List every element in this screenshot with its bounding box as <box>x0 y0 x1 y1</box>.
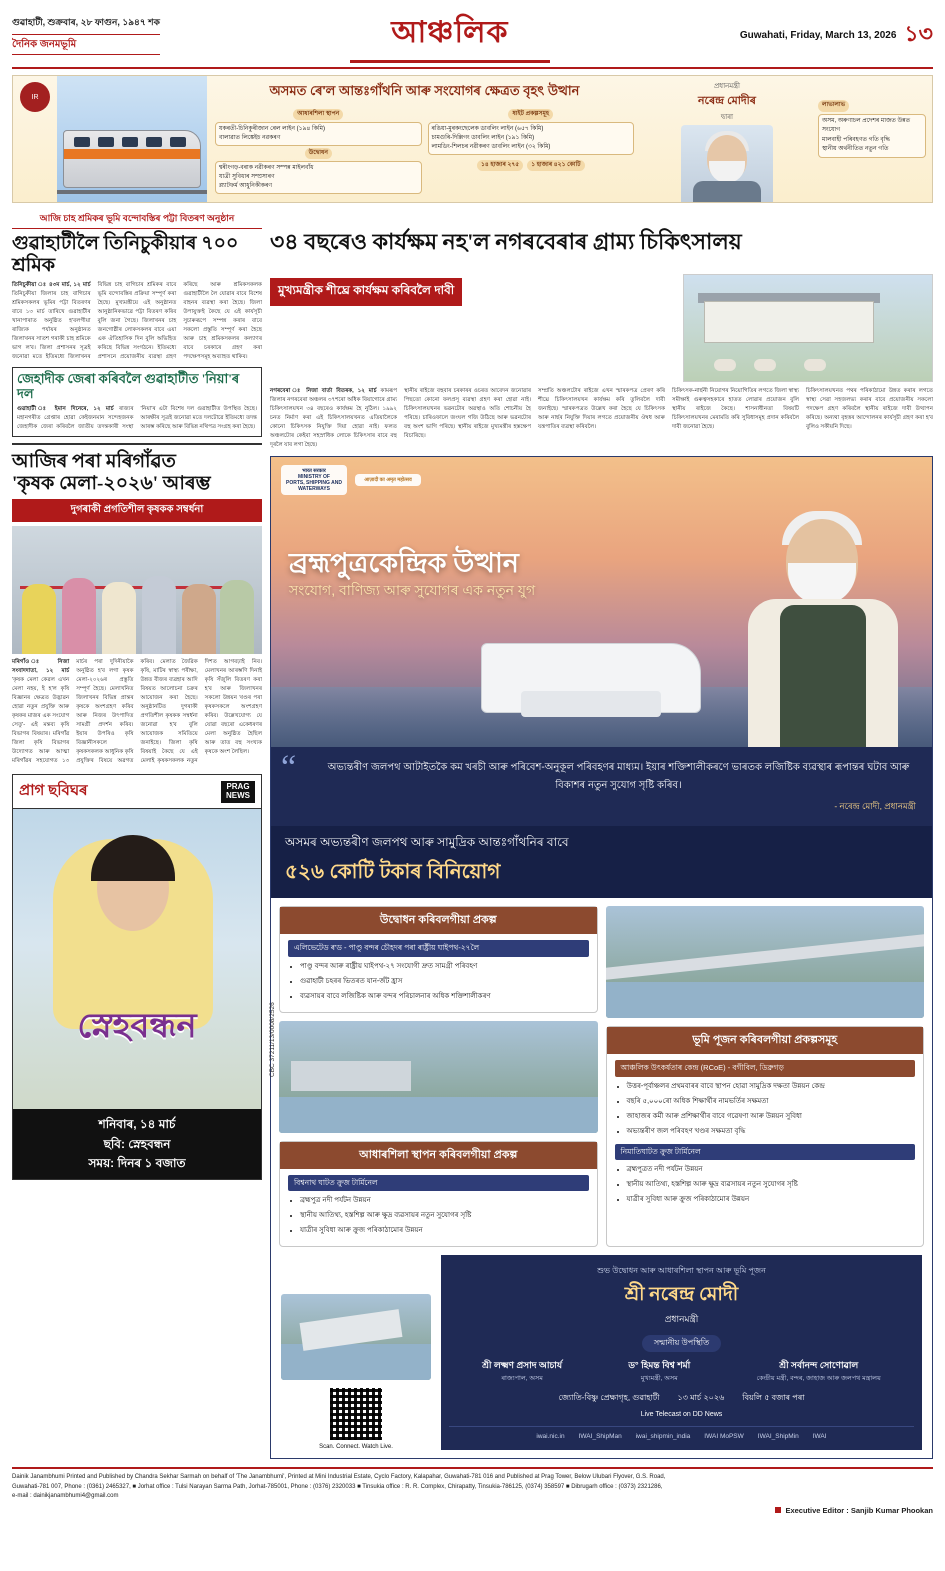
card-foundation-bullets <box>288 1195 589 1237</box>
meta-time: বিয়লি ৫ বজাৰ পৰা <box>742 1393 805 1403</box>
card-foundation-title: আধাৰশিলা স্থাপন কৰিবলগীয়া প্ৰকল্প <box>280 1142 597 1169</box>
mela-photo <box>12 526 262 654</box>
masthead-center <box>160 8 740 63</box>
footer-line-3: e-mail : dainikjanambhumi4@gmail.com <box>12 1493 119 1500</box>
rail-col1-item: যকৰতী-চিনিকুৰীজান ৰেল লাইন (১৯৪ কিমি) <box>219 126 325 132</box>
pm-photo <box>681 125 773 203</box>
right-col-4: চিকিৎসক-নাৰ্ছনী নিয়োগৰ নিয়োগিতিৰ লগতে জিলা স্বাস্থ্য সমীক্ষাই গুৰুত্বসহকাৰে হাতত লোৱাৰ প্ৰয়োজন বুলি স্থানীয় ৰাইজে কৈছে। শাসনাধীনতা বিষয়টি চিকিৎসালয়খনৰ মেৰামতি কৰি সুবিধাসমূহ প্ৰদান কৰিবলৈ দাবী জনোৱা হৈছে। <box>672 387 799 431</box>
masthead <box>12 8 933 69</box>
gov-quote-block <box>271 747 932 826</box>
prag-badge-line2: NEWS <box>226 790 250 800</box>
bullet-item: • জাহাজৰ কৰ্মী আৰু প্ৰশিক্ষাৰ্থীৰ বাবে গৱেষণা আৰু উন্নয়ন সুবিধা <box>627 1111 916 1123</box>
left-dateline: তিনিচুকীয়া ঃ ৪৩ম মাৰ্চ, ১২ মাৰ্চ <box>12 281 91 288</box>
pm-label: প্ৰধানমন্ত্ৰী <box>713 83 741 90</box>
bullet-item: • গুৱাহাটী চহৰৰ ভিতৰত যান-জঁট হ্ৰাস <box>300 976 589 988</box>
bullet-item: • ব্ৰহ্মপুত্ৰ নদী পৰ্যটন উন্নয়ন <box>300 1195 589 1207</box>
page-footer <box>12 1467 933 1517</box>
mela-dateline: মৰিগাঁও ঃ নিজা সংবাদদাতা, ১২ মাৰ্চ <box>12 658 70 674</box>
port-photo-1 <box>279 1021 598 1133</box>
rail-banner-content <box>207 76 642 202</box>
investment-line-2: ৫২৬ কোটি টকাৰ বিনিয়োগ <box>285 861 501 884</box>
card-inaugurate <box>279 906 598 1012</box>
person-name: ড° হিমন্ত বিশ্ব শৰ্মা <box>628 1360 691 1371</box>
emblem-icon: IR <box>20 82 50 112</box>
right-headline: ৩৪ বছৰেও কাৰ্যক্ষম নহ'ল নগৰবেৰাৰ গ্ৰাম্য চিকিৎসালয় <box>270 229 742 255</box>
masthead-left <box>12 16 160 55</box>
rail-col4-pill: লাভালাভ <box>818 100 849 112</box>
ad-footer <box>13 1109 261 1179</box>
river-shape <box>279 1097 598 1133</box>
bullet-item: • পাণ্ডু বন্দৰ আৰু ৰাষ্ট্ৰীয় ঘাইপথ-২৭ সংযোগী দ্ৰুত সামগ্ৰী পৰিবহণ <box>300 961 589 973</box>
azadi-logo: आज़ादी का अमृत महोत्सव <box>355 474 421 486</box>
bullet-item: • যাত্ৰীৰ সুবিধা আৰু ক্ৰুজ পৰিকাঠামোৰ উন্নয়ন <box>627 1194 916 1206</box>
executive-editor-text: Executive Editor : Sanjib Kumar Phookan <box>785 1505 933 1515</box>
footer-pm-role: প্ৰধানমন্ত্ৰী <box>664 1314 699 1325</box>
rail-col2-box <box>215 161 422 194</box>
person-name: শ্ৰী সৰ্বানন্দ সোণোৱাল <box>779 1360 859 1371</box>
train-body-shape <box>63 130 201 188</box>
rail-col3-pill: ষাইট প্ৰকল্পসমূহ <box>508 109 553 120</box>
gov-project-grid <box>271 898 932 1255</box>
person-name: শ্ৰী লক্ষ্মণ প্ৰসাদ আচাৰ্য <box>482 1360 563 1371</box>
movie-title: স্নেহবন্ধন <box>77 1008 197 1046</box>
ribbon-shape <box>20 586 250 589</box>
rail-col2-item: প্ল্যাটফৰ্ম আধুনিকীকৰণ <box>219 183 273 189</box>
scan-text: Scan. Connect. Watch Live. <box>319 1444 393 1451</box>
card-inaugurate-bullets <box>288 961 589 1003</box>
bullet-item: • যাত্ৰীৰ সুবিধা আৰু ক্ৰুজ পৰিকাঠামোৰ উন্নয়ন <box>300 1225 589 1237</box>
elevated-road-photo <box>606 906 925 1018</box>
government-advertisement <box>270 456 933 1459</box>
nia-body <box>17 405 257 432</box>
rail-col1-box <box>215 122 422 146</box>
rail-col2-pill: উদ্বোধন <box>305 148 332 159</box>
person-shape <box>220 580 254 654</box>
mela-body-text: 'কৃষক মেলা কেৱল এখন মেলা নহয়, ই হ'ল কৃষি বিজ্ঞানৰ ক্ষেত্ৰত উদ্ভাৱন হোৱা নতুন প্ৰযুক্তি আৰু কৃষকৰ মাজৰ এক সংযোগ সেতু'- এই মন্তব্য কৃষি বিভাগৰ বিষয়াৰ। মৰিগাঁৱ জিলা কৃষি বিভাগৰ উদ্যোগত আৰু আত্মা মৰিগাঁৱৰ সহযোগত ১৩ মাৰ্চৰ পৰা দুদিনীয়াকৈ অনুষ্ঠিত হ'ব লগা কৃষক মেলা-২০২৬ৰ প্ৰস্তুতি সম্পূৰ্ণ হৈছে। মেলাখনিত জিলাখনৰ বিভিন্ন প্ৰান্তৰ কৃষকে অংশগ্ৰহণ কৰিব আৰু নিজৰ উৎপাদিত সামগ্ৰী প্ৰদৰ্শন কৰিব। ইয়াৰ উপৰিও কৃষি বিজ্ঞানীসকলে কৃষকসকলক আধুনিক কৃষি প্ৰযুক্তিৰ বিষয়ে অৱগত কৰিব। মেলাত জৈৱিক কৃষি, মাটিৰ স্বাস্থ্য পৰীক্ষা, উন্নত বীজৰ ব্যৱহাৰ আদি বিষয়ত আলোচনা চক্ৰৰ আয়োজন কৰা হৈছে। অনুষ্ঠানটিত দুগৰাকী প্ৰগতিশীল কৃষকক সম্বৰ্ধনা জনোৱা হ'ব বুলি আয়োজক সমিতিয়ে জনাইছে। জিলা কৃষি বিষয়াই কৈছে যে এই মেলাই কৃষকসকলক নতুন দিশত আগবঢ়াই নিব। মেলাখনৰ আৰম্ভণি দিনাই কৃষি সঁজুলি বিতৰণ কৰা হ'ব আৰু জিলাখনৰ সকলো উন্নয়ন খণ্ডৰ পৰা কৃষকসকলে অংশগ্ৰহণ কৰিব। উল্লেখযোগ্য যে যোৱা বছৰো একেধৰণৰ মেলা অনুষ্ঠিত হৈছিল আৰু তাত বহু সংখ্যক কৃষকে অংশ লৈছিল। <box>12 658 262 765</box>
nia-headline: জেহাদীক জেৰা কৰিবলৈ গুৱাহাটীত 'নিয়া'ৰ দল <box>17 371 240 402</box>
handle-facebook[interactable]: IWAI MoPSW <box>704 1433 744 1441</box>
ferry-deck-shape <box>521 691 661 717</box>
left-column <box>12 211 262 1459</box>
train-window-icon <box>98 137 114 147</box>
card-inaugurate-body <box>280 934 597 1011</box>
rail-col-foundation <box>215 107 422 194</box>
handle-instagram[interactable]: iwai_shipmin_india <box>635 1433 691 1441</box>
right-red-band: মুখ্যমন্ত্ৰীক শীঘ্ৰে কাৰ্যক্ষম কৰিবলৈ দাবী <box>270 278 462 306</box>
footer-intro: শুভ উদ্বোধন আৰু আধাৰশিলা স্থাপন আৰু ভূমি পূজন <box>597 1266 766 1276</box>
bullet-item: • স্থানীয় আতিথ্য, হস্তশিল্প আৰু ক্ষুদ্ৰ ব্যৱসায়ৰ নতুন সুযোগৰ সৃষ্টি <box>300 1210 589 1222</box>
rail-col3-item: চামগুৰি-দিল্লিগং ডাবলিং লাইন (১৯১ কিমি) <box>431 135 535 141</box>
ministry-line1: भारत सरकार <box>302 468 326 475</box>
right-col-3: সম্প্ৰতি অঞ্চলটোৰ ৰাইজে এখন স্মাৰকপত্ৰ প্ৰেৰণ কৰি শীঘ্ৰে চিকিৎসালয়খন কাৰ্যক্ষম কৰি তুলিবলৈ দাবী জনাইছে। স্মাৰকপত্ৰত উল্লেখ কৰা হৈছে যে চিকিৎসক আৰু নাৰ্ছৰ নিযুক্তি দিয়াৰ লগতে প্ৰয়োজনীয় ঔষধ আৰু যন্ত্ৰপাতিৰ ব্যৱস্থা কৰিবলৈ। <box>538 387 665 431</box>
hospital-photo <box>683 274 933 382</box>
right-column <box>270 211 933 1459</box>
rail-col4-box <box>818 114 926 158</box>
nia-body-text: ৰাজ্যৰ মহানগৰীত গ্ৰেপ্তাৰ হোৱা কেইজনমান সন্দেহজনক জেহাদীক জেৰা কৰিবলৈ জাতীয় তদন্তকাৰী সংস্থা 'নিয়া'ৰ এটা বিশেষ দল গুৱাহাটীত উপস্থিত হৈছে। আৰক্ষীৰ সূত্ৰই জনোৱা মতে দলটোৱে ইতিমধ্যে তদন্ত আৰম্ভ কৰিছে আৰু বিভিন্ন নথিপত্ৰ সংগ্ৰহ কৰা হৈছে। <box>17 405 257 431</box>
pm-name: নৰেন্দ্ৰ মোদীৰ <box>697 95 756 107</box>
footer-line-1: Dainik Janambhumi Printed and Published by Chandra Sekhar Sarmah on behalf of 'The Janambhumi', Printed at Mini Industrial Estate, Cyclo Factory, Kalapahar, Guwahati-781 016 and Published at Prag Tower, Below Ulubari Flyover, G.S. Road, <box>12 1474 666 1481</box>
gov-footer <box>441 1255 922 1450</box>
meta-venue: জ্যোতি-বিষ্ণু প্ৰেক্ষাগৃহ, গুৱাহাটী <box>558 1393 660 1403</box>
left-kicker: আজি চাহ শ্ৰমিকৰ ভূমি বন্দোবস্তিৰ পট্টা বিতৰণ অনুষ্ঠান <box>12 211 262 229</box>
person-shape <box>62 578 96 654</box>
card-foundation <box>279 1141 598 1247</box>
rail-col2-item: শ্বৰীংগড়-বৰাক নৱীকৰণ সম্পন্ন মাইলবাঁধ <box>219 165 314 171</box>
card-bhumi-body <box>607 1054 924 1215</box>
qr-code[interactable] <box>328 1386 384 1442</box>
quote-mark-icon: “ <box>281 749 297 787</box>
train-window-icon <box>146 137 162 147</box>
person-shape <box>182 584 216 654</box>
rail-badge-2: ১ হাজাৰ ৪২১ কোটি <box>527 160 584 171</box>
indian-railways-emblem <box>13 76 57 202</box>
main-content <box>12 211 933 1459</box>
ministry-line2: MINISTRY OF <box>298 474 330 481</box>
right-dateline: নগৰবেৰা ঃ নিজা বাৰ্তা বিতৰক, ১২ মাৰ্চ <box>270 387 377 394</box>
right-col-1 <box>270 387 397 450</box>
nia-box <box>12 367 262 437</box>
bullet-item: • বছৰি ৫,০০০ৰো অধিক শিক্ষাৰ্থীৰ নামভৰ্তিৰ সক্ষমতা <box>627 1096 916 1108</box>
pm-panel <box>642 76 812 202</box>
card-foundation-sub: বিশ্বনাথ ঘাটত ক্ৰুজ টাৰ্মিনেল <box>288 1175 589 1192</box>
footer-person <box>482 1358 562 1384</box>
card-inaugurate-title: উদ্বোধন কৰিবলগীয়া প্ৰকল্প <box>280 907 597 934</box>
ad-line-2: ছবি: স্নেহবন্ধন <box>103 1136 171 1151</box>
cow-shape <box>714 359 736 371</box>
gov-hero-subtitle: সংযোগ, বাণিজ্য আৰু সুযোগৰ এক নতুন যুগ <box>289 582 536 599</box>
card-bhumi-title: ভূমি পূজন কৰিবলগীয়া প্ৰকল্পসমূহ <box>607 1027 924 1054</box>
gov-hero <box>271 457 932 747</box>
pm-sub: দ্বাৰা <box>720 114 734 121</box>
cow-shape <box>754 359 776 371</box>
card-bhumi-bullets-1 <box>615 1081 916 1138</box>
person-shape <box>142 576 176 654</box>
rail-col1-pill: আধাৰশিলা স্থাপন <box>293 109 343 120</box>
elevated-road-shape <box>606 931 925 983</box>
hospital-building-shape <box>704 301 874 343</box>
bullet-item: • উত্তৰ-পূৰ্বাঞ্চলৰ প্ৰথমবাৰৰ বাবে স্থাপন হোৱা সামুদ্ৰিক দক্ষতা উন্নয়ন কেন্দ্ৰ <box>627 1081 916 1093</box>
masthead-brand: দৈনিক জনমভূমি <box>12 34 160 55</box>
movie-poster-art <box>13 809 261 1109</box>
footer-meta <box>449 1392 914 1405</box>
mela-band: দুগৰাকী প্ৰগতিশীল কৃষকক সম্বৰ্ধনা <box>12 499 262 522</box>
right-col-5: চিকিৎসালয়খনত পথৰ পৰিকাঠামো উন্নত কৰাৰ লগতে স্বাস্থ্য সেৱা সহজলভ্য কৰাৰ বাবে প্ৰয়োজনীয় সকলো পদক্ষেপ গ্ৰহণ কৰিবলৈ স্থানীয় ৰাইজে দাবী উত্থাপন কৰিছে। অন্যথা বৃহত্তৰ আন্দোলনৰ কাৰ্যসূচী গ্ৰহণ কৰা হ'ব বুলিও সকীয়নি দিছে। <box>806 387 933 431</box>
page-title: আঞ্চলিক <box>391 16 509 49</box>
masthead-date-english: Guwahati, Friday, March 13, 2026 <box>739 30 897 41</box>
masthead-right <box>740 17 933 54</box>
train-photo <box>57 76 207 202</box>
mela-body <box>12 658 262 767</box>
prag-badge-line1: PRAG <box>226 782 250 792</box>
right-col-1-text: কামৰূপ জিলাৰ নগৰবেৰা অঞ্চলৰ ৩৭শৰো অধিক বিয়াগোৰে গ্ৰাম্য চিকিৎসালয়খন ৩৪ বছৰেও কাৰ্যক্ষম হৈ নুঠিল। ১৯৯২ চনত নিৰ্মাণ কৰা এই চিকিৎসালয়খনত এতিয়ালৈকে কোনো চিকিৎসক নিযুক্তি দিয়া হোৱা নাই। ফলত অঞ্চলটোৰ কেইবা সহস্ৰাধিক লোকে চিকিৎসাৰ বাবে বহু দূৰলৈ যাব লগা হৈছে। <box>270 387 397 449</box>
pm-cut-vest-shape <box>780 605 866 747</box>
ad-line-3: সময়: দিনৰ ১ বজাত <box>88 1155 186 1170</box>
left-body-text: তিনিচুকীয়া জিলাৰ চাহ বাগিচাৰ শ্ৰমিকসকলৰ ভূমিৰ পট্টা বিতৰণৰ বাবে ১৩ মাৰ্চ তাৰিখে গুৱাহাটীৰ খানাপাৰাত অনুষ্ঠিত হ'বলগীয়া ৰাজ্যিক পৰ্যায়ৰ অনুষ্ঠানত জিলাখনৰ সাতশ গৰাকী চাহ শ্ৰমিকে ভাগ ল'ব। জিলা প্ৰশাসনৰ সূত্ৰই জনোৱা মতে ইতিমধ্যে জিলাখনৰ বিভিন্ন চাহ বাগিচাৰ শ্ৰমিকৰ বাবে ভূমি বন্দোবস্তিৰ প্ৰক্ৰিয়া সম্পূৰ্ণ কৰা হৈছে। মুখ্যমন্ত্ৰীয়ে এই অনুষ্ঠানত আনুষ্ঠানিকভাৱে পট্টা বিতৰণ কৰিব বুলি জনা গৈছে। জিলাখনৰ চাহ জনগোষ্ঠীৰ লোকসকলৰ বাবে এয়া এক ঐতিহাসিক দিন বুলি অভিহিত কৰিছে বিভিন্ন সংগঠনে। ইতিমধ্যে প্ৰশাসনে প্ৰয়োজনীয় ব্যৱস্থা গ্ৰহণ কৰিছে আৰু শ্ৰমিকসকলক গুৱাহাটীলৈ লৈ যোৱাৰ বাবে বিশেষ বাহনৰ ব্যৱস্থা কৰা হৈছে। জিলা উপায়ুক্তই কৈছে যে এই কাৰ্যসূচী সুচাৰুৰূপে সম্পন্ন কৰাৰ বাবে সকলো প্ৰস্তুতি সম্পূৰ্ণ কৰা হৈছে আৰু চাহ শ্ৰমিকসকলৰ কল্যাণৰ বাবে চৰকাৰে গ্ৰহণ কৰা পদক্ষেপসমূহ অব্যাহত থাকিব। <box>12 281 262 361</box>
pm-beard-shape <box>709 161 745 183</box>
person-role: ৰাজ্যপাল, অসম <box>501 1375 543 1383</box>
divider <box>12 443 262 445</box>
footer-presence-label: সন্মানীয় উপস্থিতি <box>642 1335 721 1352</box>
person-shape <box>22 584 56 654</box>
ministry-line3: PORTS, SHIPPING AND WATERWAYS <box>286 480 342 493</box>
rail-col-projects <box>428 107 635 194</box>
train-stripe-shape <box>64 149 200 159</box>
pm-body-shape <box>693 181 761 203</box>
rail-col3-box <box>428 122 635 155</box>
cbc-code: CBC 37211/13/0008/2526 <box>269 1002 276 1078</box>
rail-col3-item: লামডিং-শিলচৰ নৱীকৰণ ডাবলিং লাইন (৩২ কিমি) <box>431 144 551 150</box>
handle-twitter[interactable]: IWAI_ShipMan <box>578 1433 622 1441</box>
prag-cinema-ad[interactable] <box>12 774 262 1180</box>
port-jetty-shape <box>291 1061 411 1091</box>
prag-news-badge <box>221 781 255 803</box>
footer-person <box>628 1358 690 1384</box>
gov-quote-author: - নৰেন্দ্ৰ মোদী, প্ৰধানমন্ত্ৰী <box>834 801 916 812</box>
rail-col4-item: স্থানীয় অৰ্থনীতিত নতুন গতি <box>822 146 889 153</box>
masthead-date-assamese: গুৱাহাটী, শুক্ৰবাৰ, ২৮ ফাগুন, ১৯৪৭ শক <box>12 17 160 28</box>
person-role: মুখ্যমন্ত্ৰী, অসম <box>640 1375 678 1383</box>
card-bhumi-pujan <box>606 1026 925 1247</box>
rail-col4-item: অসম, অৰুণাচল প্ৰদেশৰ মাজত উন্নত সংযোগ <box>822 117 911 134</box>
bullet-item: • ব্যৱসায়ৰ বাবে লজিষ্টিক আৰু বন্দৰ পৰিচালনাৰ অধিক শক্তিশালীকৰণ <box>300 991 589 1003</box>
rail-infrastructure-banner <box>12 75 933 203</box>
handle-youtube[interactable]: IWAI_ShipMin <box>757 1433 799 1441</box>
rail-track-shape <box>57 190 207 194</box>
gov-quote-text: অভ্যন্তৰীণ জলপথ আটাইতকৈ কম খৰচী আৰু পৰিবেশ-অনুকূল পৰিবহণৰ মাধ্যম। ইয়াৰ শক্তিশালীকৰণে ভাৰতক লজিষ্টিক ব্যৱস্থাৰ ৰূপান্তৰ ঘটাব আৰু বিকাশৰ নতুন সুযোগ সৃষ্টি কৰিব। <box>327 762 910 791</box>
page-number: ১৩ <box>904 21 933 46</box>
handle-linkedin[interactable]: IWAI <box>812 1433 827 1441</box>
rail-col3-item: ৰঙিয়া-মুৰকংছেলেক ডাবলিং লাইন (৬৫৭ কিমি) <box>431 126 544 132</box>
rail-badge-1: ১৪ হাজাৰ ২৭৫ <box>477 160 523 171</box>
gov-hero-title: ব্ৰহ্মপুত্ৰকেন্দ্ৰিক উত্থান <box>289 548 519 579</box>
train-window-icon <box>74 137 90 147</box>
rail-col1-item: বালাৱাত লিঙ্কেইচ নৱকৰণ <box>219 135 281 141</box>
executive-editor <box>12 1505 933 1517</box>
bullet-item: • ব্ৰহ্মপুত্ৰত নদী পৰ্যটন উন্নয়ন <box>627 1164 916 1176</box>
card-bhumi-bullets-2 <box>615 1164 916 1206</box>
person-shape <box>102 582 136 654</box>
rail-col2-item: যাত্ৰী সুবিধাৰ সম্প্ৰসাৰণ <box>219 174 275 180</box>
hospital-photo-wrap <box>683 274 933 382</box>
river-shape <box>606 982 925 1018</box>
handle-website[interactable]: iwai.nic.in <box>536 1433 565 1441</box>
card-foundation-body <box>280 1169 597 1246</box>
rail-banner-columns <box>215 107 634 194</box>
train-window-icon <box>170 137 186 147</box>
right-body-columns <box>270 387 933 450</box>
bullet-square-icon <box>775 1507 781 1513</box>
investment-line-1: অসমৰ অভ্যন্তৰীণ জলপথ আৰু সামুদ্ৰিক আন্তঃগাঁথনিৰ বাবে <box>285 835 569 850</box>
prag-logo: প্ৰাগ ছবিঘৰ <box>19 783 88 800</box>
left-body <box>12 281 262 362</box>
right-col-2: স্থানীয় ৰাইজে বহুবাৰ চৰকাৰৰ ওচৰত আবেদন জনোৱাৰ পিছতো কোনো ফলপ্ৰসূ ব্যৱস্থা গ্ৰহণ কৰা হোৱা নাই। চিকিৎসালয়খনৰ ভৱনটোৰ অৱস্থাও অতি শোচনীয় হৈ পৰিছে। চাৰিওফালে জংঘল গজি উঠিছে আৰু ভৱনটোৰ বহু অংশ ভাগি পৰিছে। স্থানীয় ৰাইজে মুখ্যমন্ত্ৰীৰ হস্তক্ষেপ বিচাৰিছে। <box>404 387 531 440</box>
social-handles <box>449 1426 914 1440</box>
meta-date: ১৩ মাৰ্চ ২০২৬ <box>677 1393 725 1403</box>
left-headline: গুৱাহাটীলৈ তিনিচুকীয়াৰ ৭০০ শ্ৰমিক <box>12 233 239 276</box>
ad-line-1: শনিবাৰ, ১৪ মাৰ্চ <box>98 1117 176 1132</box>
pm-cutout-photo <box>728 497 918 747</box>
rail-col-benefits <box>812 76 932 202</box>
train-window-icon <box>122 137 138 147</box>
card-bhumi-sub2: নিমাতিঘাটত ক্ৰুজ টাৰ্মিনেল <box>615 1144 916 1161</box>
person-role: কেন্দ্ৰীয় মন্ত্ৰী, বন্দৰ, জাহাজ আৰু জলপথ মন্ত্ৰালয় <box>756 1375 881 1383</box>
gov-investment-block <box>271 826 932 898</box>
mela-headline-1: আজিৰ পৰা মৰিগাঁৱত <box>12 451 176 473</box>
rail-banner-headline: অসমত ৰে'ল আন্তঃগাঁথনি আৰু সংযোগৰ ক্ষেত্ৰত বৃহৎ উত্থান <box>269 83 580 98</box>
mela-headline-2: 'কৃষক মেলা-২০২৬' আৰম্ভ <box>12 472 211 494</box>
gov-logos <box>281 465 421 495</box>
footer-person <box>757 1358 881 1384</box>
footer-line-2: Guwahati-781 007, Phone : (0361) 2465327, ■ Jorhat office : Tulsi Narayan Sarma Path, Jorhat-785001, Phone : (0376) 2320033 ■ Tinsukia office : R. R. Complex, Chirapatty, Tinsukia-786125, (0374) 358597 ■ Dibrugarh office : (0373) 2321286, <box>12 1483 663 1490</box>
cow-shape <box>804 359 826 371</box>
terminal-photo <box>281 1294 431 1380</box>
ministry-logo <box>281 465 347 495</box>
nia-dateline: গুৱাহাটী ঃ ইমান দিনেৰে, ১২ মাৰ্চ <box>17 405 114 412</box>
live-telecast: Live Telecast on DD News <box>640 1411 723 1419</box>
masthead-rule <box>350 60 550 63</box>
card-bhumi-sub1: আঞ্চলিক উৎকৰ্ষতাৰ কেন্দ্ৰ (RCoE) - বগীবিল, ডিব্ৰুগড় <box>615 1060 916 1077</box>
footer-people <box>449 1358 914 1384</box>
bullet-item: • স্থানীয় আতিথ্য, হস্তশিল্প আৰু ক্ষুদ্ৰ ব্যৱসায়ৰ নতুন সুযোগৰ সৃষ্টি <box>627 1179 916 1191</box>
footer-pm-name: শ্ৰী নৰেন্দ্ৰ মোদী <box>624 1284 739 1306</box>
ad-header <box>13 775 261 809</box>
card-inaugurate-sub: এলিভেটেড ৰ'ড - পাণ্ডু বন্দৰ চৌহদৰ পৰা ৰাষ্ট্ৰীয় ঘাইপথ-২৭লৈ <box>288 940 589 957</box>
bullet-item: • অভ্যন্তৰীণ জল পৰিবহণ খণ্ডৰ সক্ষমতা বৃদ্ধি <box>627 1126 916 1138</box>
rail-col4-item: মালবাহী পৰিবহণত গতি বৃদ্ধি <box>822 136 890 143</box>
